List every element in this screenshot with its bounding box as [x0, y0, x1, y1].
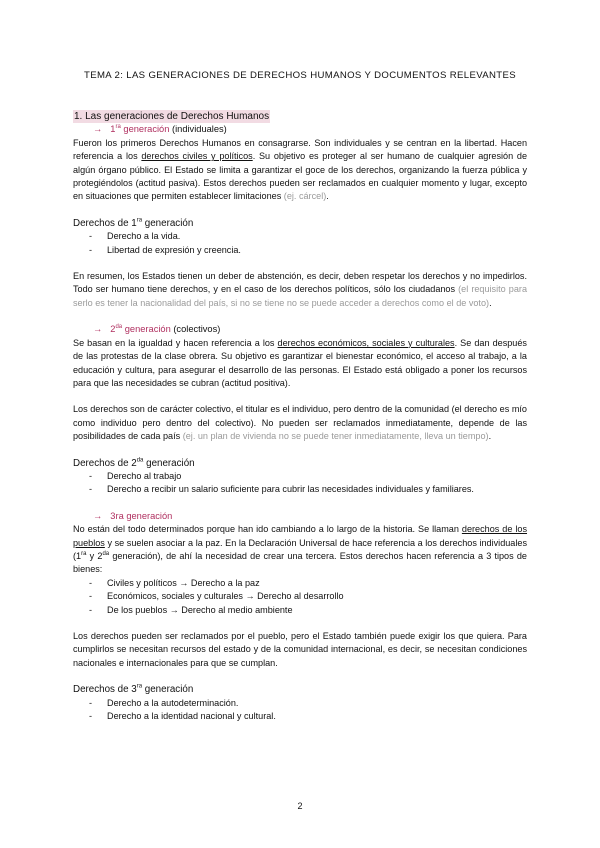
gen1-rights-list	[73, 230, 527, 257]
gen1-paragraph-1: Fueron los primeros Derechos Humanos en consagrarse. Son individuales y se centran en la libertad. Hacen referencia a los derechos civiles y políticos. Su objetivo es proteger al ser humano de cualquier agresión de algún órgano público. El Estado se limita a garantizar el goce de los derechos, organizando la fuerza pública y protegiéndolos (actitud pasiva). Estos derechos pueden ser reclamados en cualquier momento y lugar, excepto en situaciones que permiten establecer limitaciones (ej. cárcel).	[73, 137, 528, 202]
subheading-gen1: → $1^{ra}$ generación (individuales)	[93, 124, 227, 135]
arrow-icon: →	[93, 510, 103, 521]
list-item: - Derecho a recibir un salario suficiente para cubrir las necesidades individuales y familiares.	[73, 483, 527, 496]
gen1-list-heading: Derechos de $1^{ra}$ generación	[73, 217, 194, 229]
gen2-paragraph-2: Los derechos son de carácter colectivo, el titular es el individuo, pero dentro de la comunidad (el derecho es mío como individuo pero dentro del colectivo). No pueden ser reclamados inmediatamente, depende de las posibilidades de cada país (ej. un plan de vivienda no se puede tener inmediatamente, lleva un tiempo).	[73, 404, 527, 442]
gen2-list-heading: Derechos de $2^{da}$ generación	[73, 457, 195, 469]
gen3-paragraph-1: No están del todo determinados porque han ido cambiando a lo largo de la historia. Se llaman derechos de los pueblos y se suelen asociar a la paz. En la Declaración Universal de hace referencia a los derechos individuales ($1^{ra}$ y $2^{da}$ generación), de ahí la necesidad de crear una tercera. Estos derechos hacen referencia a 3 tipos de bienes:	[73, 524, 528, 575]
list-item: - Derecho a la vida.	[73, 230, 527, 243]
list-item: - Civiles y políticos → Derecho a la paz	[73, 577, 527, 590]
section-heading: 1. Las generaciones de Derechos Humanos	[74, 111, 270, 122]
document-body	[73, 110, 527, 723]
gen2-paragraph-1: Se basan en la igualdad y hacen referencia a los derechos económicos, sociales y culturales. Se dan después de las protestas de la clase obrera. Su objetivo es garantizar el bienestar económico, el acceso al trabajo, a la educación y cultura, para asegurar el desarrollo de las personas. El Estado está obligado a poner los recursos para que las necesidades se cubran (actitud positiva).	[73, 337, 527, 388]
list-item: - Derecho a la identidad nacional y cultural.	[73, 710, 527, 723]
subheading-gen3: → 3ra generación	[93, 510, 173, 521]
list-item: - Libertad de expresión y creencia.	[73, 244, 527, 257]
gen3-list-heading: Derechos de $3^{ra}$ generación	[73, 683, 194, 696]
arrow-icon: →	[93, 324, 103, 335]
list-item: - Derecho a la autodeterminación.	[73, 697, 527, 710]
gen3-bienes-list	[73, 577, 527, 617]
page-number: 2	[297, 801, 303, 811]
document-title: TEMA 2: LAS GENERACIONES DE DERECHOS HUMANOS Y DOCUMENTOS RELEVANTES	[84, 70, 516, 81]
gen3-rights-list	[73, 697, 527, 724]
gen3-paragraph-2: Los derechos pueden ser reclamados por el pueblo, pero el Estado también puede exigir los que quiera. Para cumplirlos se necesitan recursos del estado y de la comunidad internacional, es decir, se necesitan condiciones nacionales e internacionales para que se cumplan.	[73, 631, 527, 668]
gen1-paragraph-2: En resumen, los Estados tienen un deber de abstención, es decir, deben respetar los derechos y no impedirlos. Todo ser humano tiene derechos, y en el caso de los derechos políticos, sólo los ciudadanos (el requisito para serlo es tener la nacionalidad del país, si no se tiene no se puede acceder a derechos como el de voto).	[73, 271, 528, 308]
list-item: - Derecho al trabajo	[73, 470, 527, 483]
list-item: - De los pueblos → Derecho al medio ambiente	[73, 604, 527, 617]
arrow-icon: →	[93, 124, 103, 135]
list-item: - Económicos, sociales y culturales → Derecho al desarrollo	[73, 590, 527, 603]
subheading-gen2: → $2^{da}$ generación (colectivos)	[93, 324, 221, 335]
gen2-rights-list	[73, 470, 527, 497]
